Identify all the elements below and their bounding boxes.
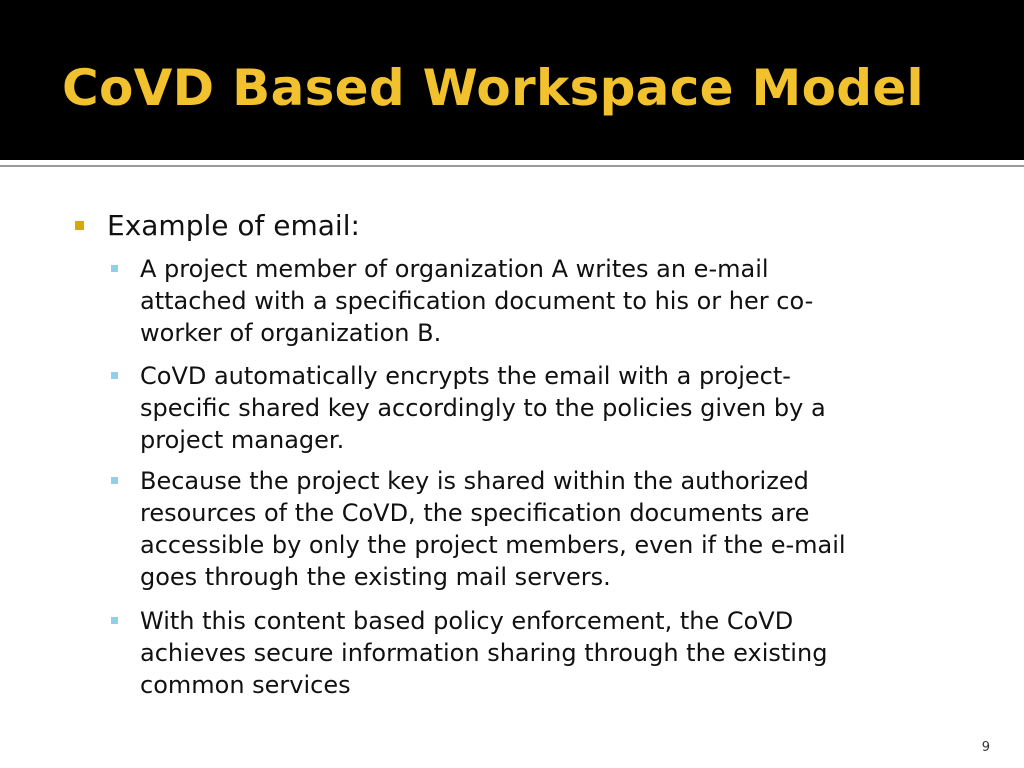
bullet-line: resources of the CoVD, the specification documents are [140,499,810,527]
bullet-item [140,253,970,349]
level1-bullet-icon [75,221,84,230]
bullet-line: specific shared key accordingly to the policies given by a [140,394,826,422]
divider-line [0,165,1024,167]
bullet-item [140,605,970,701]
level2-bullet-icon [111,477,118,484]
page-number: 9 [981,740,990,755]
level2-bullet-icon [111,617,118,624]
bullet-line: achieves secure information sharing through the existing [140,639,828,667]
slide-title: CoVD Based Workspace Model [62,59,924,117]
bullet-line: A project member of organization A writes an e-mail [140,255,769,283]
title-bar [0,0,1024,160]
level2-bullet-icon [111,265,118,272]
bullet-item [140,465,970,593]
bullet-line: With this content based policy enforcement, the CoVD [140,607,794,635]
bullet-item [140,360,970,456]
bullet-line: project manager. [140,426,345,454]
bullet-line: attached with a specification document to his or her co- [140,287,814,315]
bullet-line: goes through the existing mail servers. [140,563,611,591]
bullet-heading: Example of email: [107,209,360,242]
bullet-line: common services [140,671,351,699]
bullet-line: CoVD automatically encrypts the email with a project- [140,362,791,390]
bullet-line: Because the project key is shared within the authorized [140,467,809,495]
bullet-line: accessible by only the project members, even if the e-mail [140,531,846,559]
level2-bullet-icon [111,372,118,379]
bullet-line: worker of organization B. [140,319,442,347]
